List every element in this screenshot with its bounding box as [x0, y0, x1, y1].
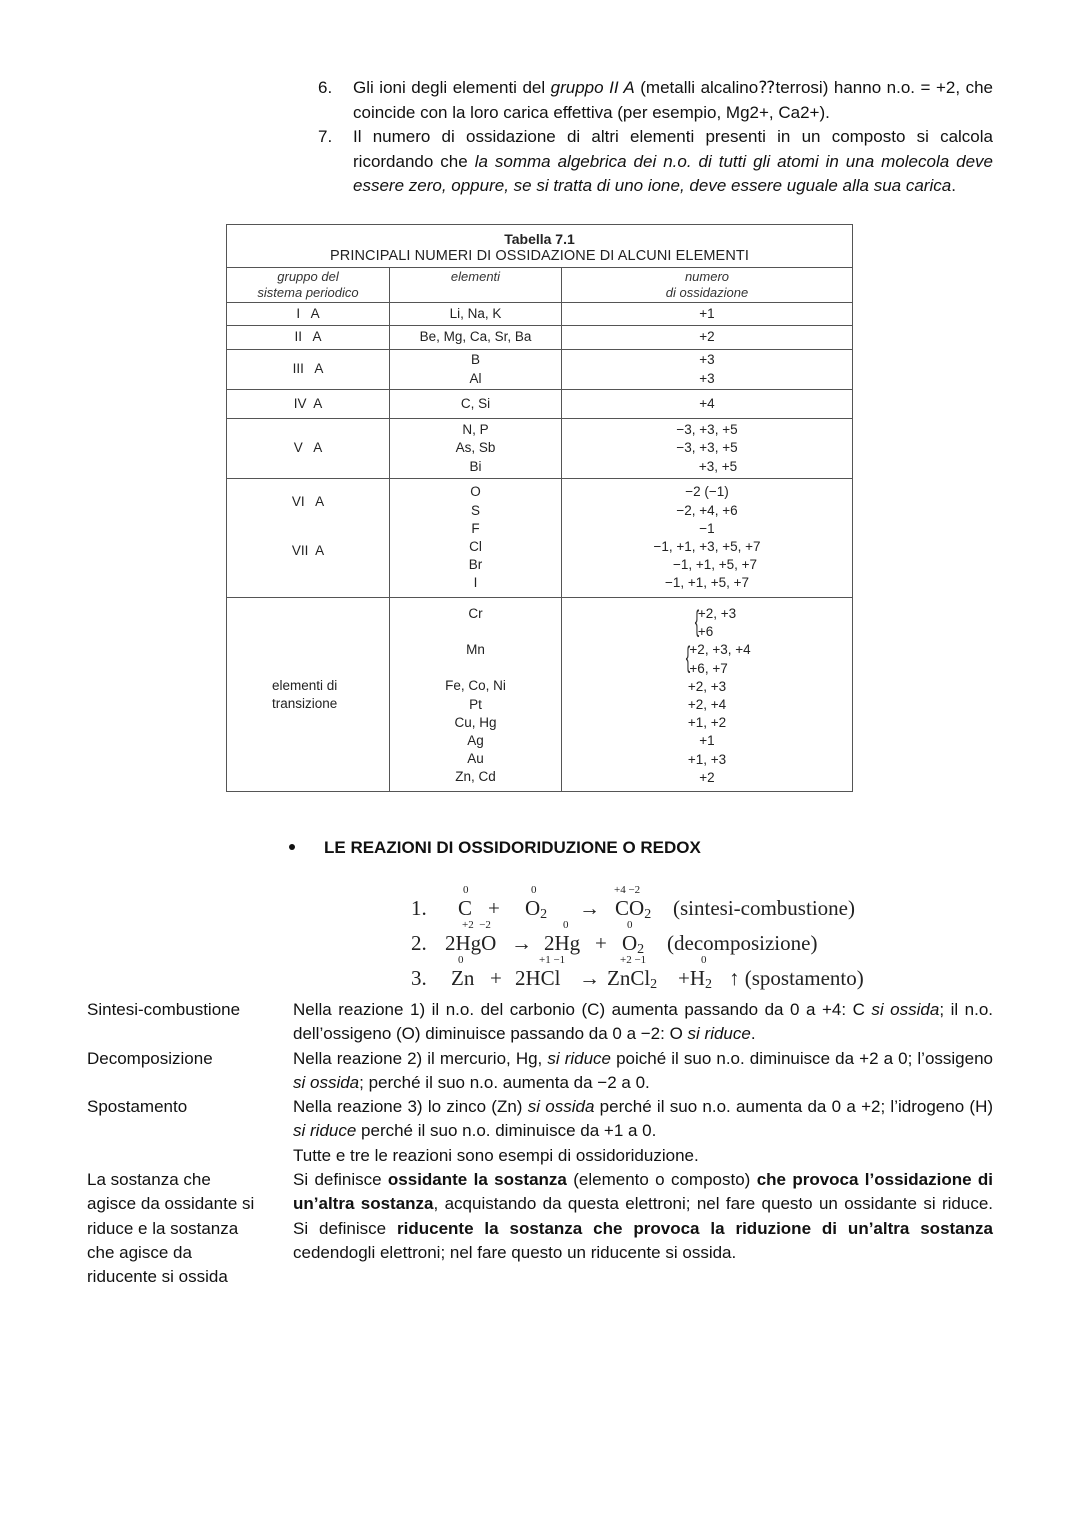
list-number: 6. — [318, 78, 333, 97]
table-row: II A Be, Mg, Ca, Sr, Ba +2 — [227, 326, 852, 350]
table-caption: Tabella 7.1 — [504, 231, 575, 247]
list-item-6: 6. Gli ioni degli elementi del gruppo II A (metalli alcalino⁇terrosi) hanno n.o. = +2, che coincide con la loro carica effettiva (per esempio, Mg2+, Ca2+). — [318, 78, 993, 122]
group-label: IV A — [293, 395, 323, 411]
side-label — [87, 1144, 293, 1168]
list-number: 7. — [318, 127, 333, 146]
bullet-icon — [289, 844, 295, 850]
table-row: VI A VII A O S F Cl Br I −2 (−1) −2, +4, +6 −1 −1, +1, +3, +5, +7 −1, +1, +5, +7 −1, +1, +5, +7 — [227, 479, 852, 598]
table-row: I A Li, Na, K +1 — [227, 303, 852, 326]
note-sintesi — [87, 998, 993, 1047]
note-body: Nella reazione 3) lo zinco (Zn) si ossida perché il suo n.o. aumenta da 0 a +2; l’idrogeno (H) si riduce perché il suo n.o. diminuisce da +1 a 0. — [293, 1097, 994, 1141]
brace-icon: { — [694, 605, 700, 638]
table-row: V A N, P As, Sb Bi −3, +3, +5 −3, +3, +5 +3, +5 — [227, 419, 852, 479]
note-body: Nella reazione 1) il n.o. del carbonio (C) aumenta passando da 0 a +4: C si ossida; il n.o. dell’ossigeno (O) diminuisce passando da 0 a −2: O si riduce. — [293, 1000, 994, 1044]
group-label: II A — [294, 329, 322, 345]
header-elements: elementi — [390, 268, 562, 302]
side-label: Spostamento — [87, 1097, 188, 1117]
note-summary — [87, 1144, 993, 1168]
side-label: La sostanza che agisce da ossidante si riduce e la sostanza che agisce da riducente si ossida — [87, 1170, 255, 1287]
group-label: elementi di — [272, 677, 338, 693]
table-row: III A B Al +3 +3 — [227, 350, 852, 390]
braced-values-mn: { +2, +3, +4 +6, +7 — [683, 641, 750, 677]
section-heading: LE REAZIONI DI OSSIDORIDUZIONE O REDOX — [289, 838, 701, 858]
brace-icon: { — [686, 641, 691, 675]
table-title: PRINCIPALI NUMERI DI OSSIDAZIONE DI ALCUNI ELEMENTI — [330, 248, 749, 264]
note-ossidante-riducente — [87, 1168, 993, 1289]
braced-values-cr: { +2, +3 +6 — [692, 605, 736, 641]
group-label: I A — [296, 305, 320, 321]
table-title-row — [227, 225, 852, 268]
group-label: transizione — [272, 696, 338, 711]
table-header-row — [227, 268, 852, 303]
note-body: Nella reazione 2) il mercurio, Hg, si riduce poiché il suo n.o. diminuisce da +2 a 0; l’ossigeno si ossida; perché il suo n.o. aumenta da −2 a 0. — [293, 1048, 993, 1092]
group-label: V A — [293, 440, 323, 456]
side-label: Decomposizione — [87, 1048, 213, 1068]
group-label: VI A — [291, 494, 325, 509]
side-label: Sintesi-combustione — [87, 1000, 241, 1019]
list-item-7: 7. Il numero di ossidazione di altri elementi presenti in un composto si calcola ricordando che la somma algebrica dei n.o. di tutti gli atomi in una molecola deve essere zero, oppure, se si tratta di uno ione, deve essere uguale alla sua carica. — [318, 127, 994, 195]
table-row: IV A C, Si +4 — [227, 390, 852, 419]
table-row: elementi di transizione Cr Mn Fe, Co, Ni Pt Cu, Hg Ag Au Zn, Cd { +2, +3 +6 { +2, +3, +4 +6, +7 +2, +3 +2, +4 +1, +2 +1 +1, +3 +2 — [227, 598, 852, 792]
note-spostamento — [87, 1095, 993, 1144]
note-body: Si definisce ossidante la sostanza (elemento o composto) che provoca l’ossidazione di un’altra sostanza, acquistando da questa elettroni; nel fare questo un ossidante si riduce. Si definisce riducente la sostanza che provoca la riduzione di un’altra sostanza cedendogli elettroni; nel fare questo un riducente si ossida. — [293, 1170, 994, 1262]
oxidation-numbers-table — [226, 224, 853, 792]
note-decomposizione — [87, 1047, 993, 1096]
group-label: VII A — [291, 543, 325, 559]
notes-section — [87, 998, 993, 1290]
numbered-list — [318, 76, 993, 199]
group-label: III A — [292, 361, 324, 377]
note-body: Tutte e tre le reazioni sono esempi di ossidoriduzione. — [293, 1145, 699, 1165]
header-oxidation: numero di ossidazione — [665, 269, 749, 300]
header-group: gruppo del sistema periodico — [227, 268, 390, 302]
